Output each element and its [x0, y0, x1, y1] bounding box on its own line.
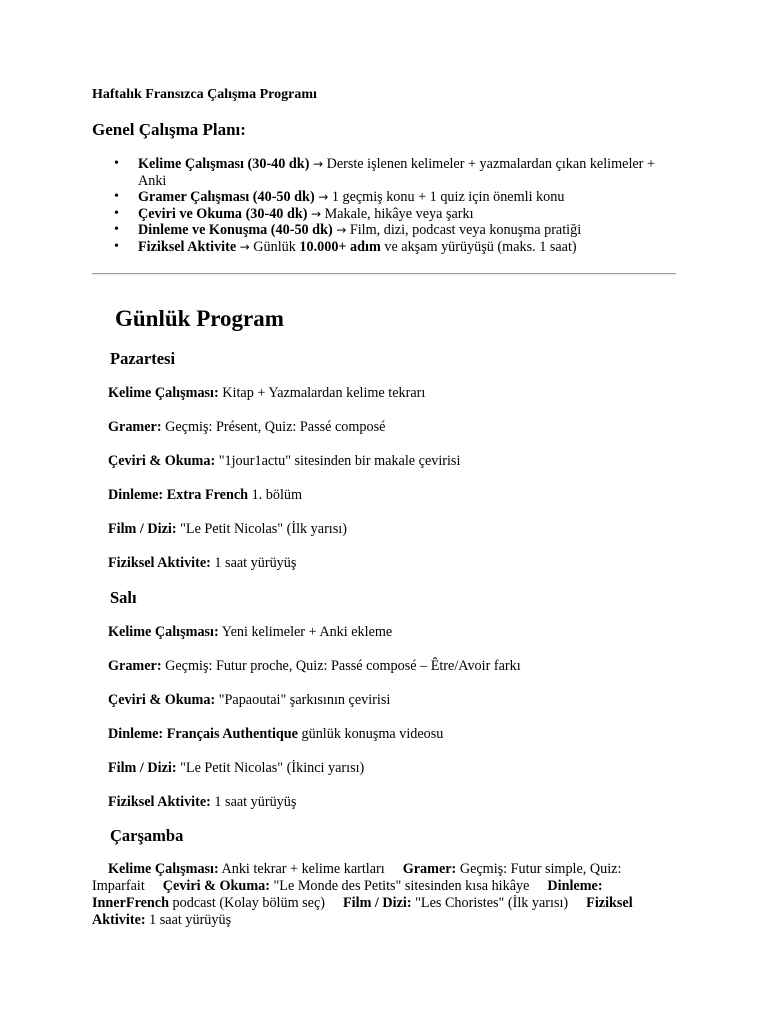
- day-heading-pazartesi: Pazartesi: [110, 349, 176, 368]
- schedule-entry: [108, 692, 390, 709]
- arrow-icon: →: [239, 239, 250, 254]
- entry-text: "Le Petit Nicolas" (İkinci yarısı): [176, 760, 365, 776]
- daily-program-heading: Günlük Program: [115, 306, 284, 331]
- plan-item-label: Fiziksel Aktivite: [138, 238, 237, 255]
- plan-item-text: Makale, hikâye veya şarkı: [321, 205, 474, 222]
- plan-item-text: Film, dizi, podcast veya konuşma pratiği: [346, 222, 582, 239]
- plan-item-bold-inline: 10.000+ adım: [299, 238, 381, 255]
- entry-label: Dinleme:: [108, 726, 164, 742]
- schedule-entry: [108, 760, 364, 777]
- entry-label: Kelime Çalışması:: [108, 385, 219, 401]
- bullet-icon: •: [114, 238, 119, 254]
- schedule-entry: [108, 419, 385, 436]
- schedule-entry: [108, 624, 392, 641]
- arrow-icon: →: [312, 157, 324, 171]
- day-heading-sali: Salı: [110, 588, 137, 607]
- entry-bold-extra: InnerFrench: [92, 895, 169, 911]
- plan-item: [92, 189, 672, 206]
- bullet-icon: •: [114, 156, 119, 171]
- schedule-entry: [108, 521, 347, 538]
- schedule-entry: [108, 453, 460, 470]
- entry-label: Film / Dizi:: [108, 521, 177, 537]
- entry-label: Fiziksel Aktivite:: [108, 555, 211, 571]
- entry-text: 1 saat yürüyüş: [145, 912, 232, 928]
- schedule-entry: [108, 555, 296, 572]
- entry-bold-extra: Extra French: [163, 487, 249, 503]
- plan-item-label: Çeviri ve Okuma (30-40 dk): [138, 205, 308, 222]
- plan-item-label: Dinleme ve Konuşma (40-50 dk): [138, 222, 333, 239]
- entry-label: Fiziksel Aktivite:: [92, 895, 633, 928]
- arrow-icon: →: [336, 223, 347, 238]
- entry-label: Dinleme:: [108, 487, 164, 503]
- entry-text: "Les Choristes" (İlk yarısı): [411, 895, 569, 911]
- entry-text: 1. bölüm: [248, 487, 303, 503]
- horizontal-divider: [92, 273, 676, 275]
- entry-bold-extra: Français Authentique: [163, 726, 298, 742]
- entry-text: "Papaoutai" şarkısının çevirisi: [215, 692, 391, 708]
- schedule-entry: [108, 726, 443, 743]
- document-title: Haftalık Fransızca Çalışma Programı: [92, 87, 317, 102]
- general-plan-heading: Genel Çalışma Planı:: [92, 120, 246, 139]
- bullet-icon: •: [114, 189, 119, 205]
- entry-text: "Le Petit Nicolas" (İlk yarısı): [176, 521, 347, 537]
- bullet-icon: •: [114, 205, 119, 221]
- plan-item: [92, 222, 672, 239]
- entry-text: "Le Monde des Petits" sitesinden kısa hikâye: [269, 878, 530, 894]
- plan-item-text-after: ve akşam yürüyüşü (maks. 1 saat): [380, 238, 577, 255]
- arrow-icon: →: [318, 190, 329, 205]
- entry-label: Çeviri & Okuma:: [108, 692, 216, 708]
- entry-label: Gramer:: [402, 861, 457, 877]
- entry-label: Film / Dizi:: [343, 895, 412, 911]
- schedule-entry: [108, 794, 296, 811]
- entry-text: Yeni kelimeler + Anki ekleme: [218, 624, 393, 640]
- schedule-entry: [108, 385, 425, 402]
- entry-text: Geçmiş: Futur simple, Quiz: Imparfait: [92, 861, 622, 894]
- plan-item-text: 1 geçmiş konu + 1 quiz için önemli konu: [328, 189, 565, 206]
- entry-label: Film / Dizi:: [108, 760, 177, 776]
- day-heading-carsamba: Çarşamba: [110, 826, 184, 845]
- entry-label: Çeviri & Okuma:: [162, 878, 270, 894]
- plan-item-text: Günlük: [249, 238, 300, 255]
- entry-label: Gramer:: [108, 419, 162, 435]
- entry-text: Geçmiş: Futur proche, Quiz: Passé composé – Être/Avoir farkı: [161, 658, 521, 674]
- entry-label: Kelime Çalışması:: [108, 624, 219, 640]
- arrow-icon: →: [311, 206, 322, 221]
- entry-text: 1 saat yürüyüş: [210, 555, 297, 571]
- entry-text: Anki tekrar + kelime kartları: [218, 861, 385, 877]
- carsamba-entries-paragraph: [92, 861, 676, 929]
- plan-item-label: Gramer Çalışması (40-50 dk): [138, 189, 315, 206]
- schedule-entry: [108, 487, 302, 504]
- entry-text: "1jour1actu" sitesinden bir makale çevirisi: [215, 453, 461, 469]
- entry-text: 1 saat yürüyüş: [210, 794, 297, 810]
- entry-label: Kelime Çalışması:: [108, 861, 219, 877]
- entry-label: Gramer:: [108, 658, 162, 674]
- entry-text: günlük konuşma videosu: [297, 726, 444, 742]
- plan-item: [92, 156, 672, 189]
- entry-label: Çeviri & Okuma:: [108, 453, 216, 469]
- entry-text: Kitap + Yazmalardan kelime tekrarı: [218, 385, 426, 401]
- general-plan-list: [92, 156, 672, 256]
- plan-item: [92, 206, 672, 223]
- plan-item: [92, 239, 672, 256]
- bullet-icon: •: [114, 222, 119, 238]
- schedule-entry: [108, 658, 521, 675]
- entry-text: podcast (Kolay bölüm seç): [168, 895, 326, 911]
- entry-label: Fiziksel Aktivite:: [108, 794, 211, 810]
- entry-text: Geçmiş: Présent, Quiz: Passé composé: [161, 419, 386, 435]
- entry-label: Dinleme:: [547, 878, 603, 894]
- plan-item-text: Derste işlenen kelimeler + yazmalardan çıkan kelimeler + Anki: [138, 156, 655, 189]
- plan-item-label: Kelime Çalışması (30-40 dk): [138, 156, 310, 172]
